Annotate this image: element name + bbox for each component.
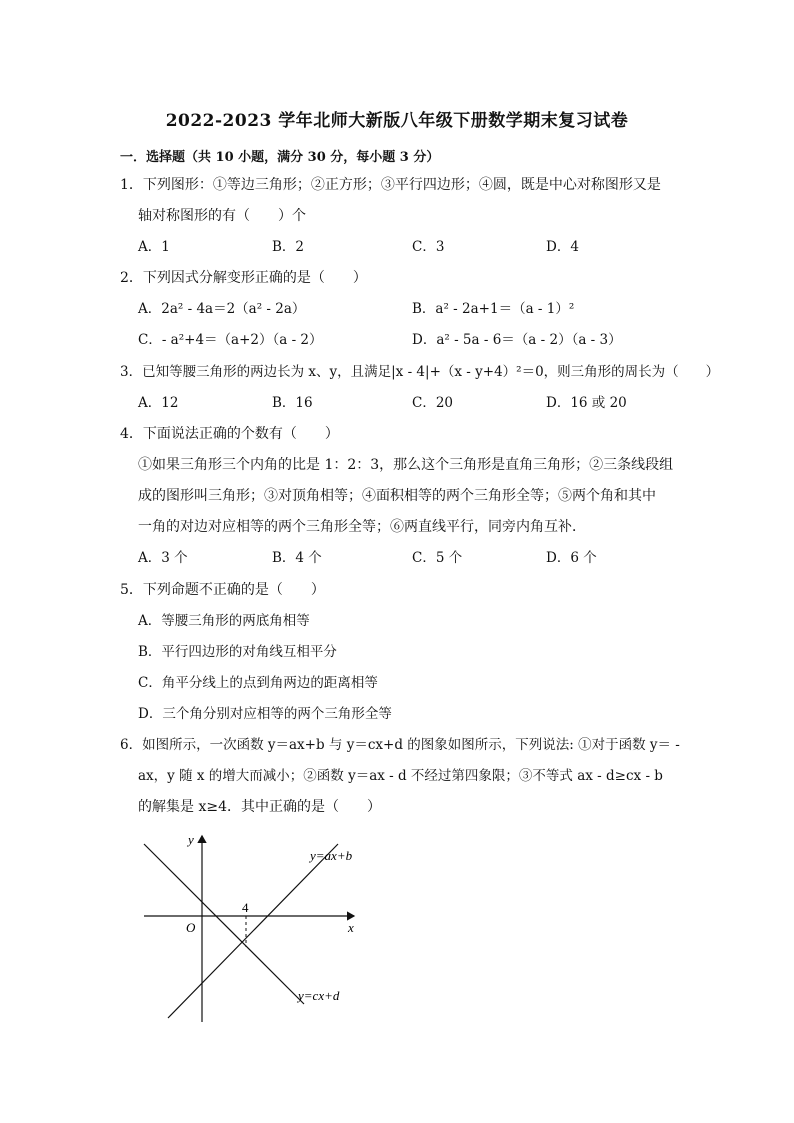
x-axis-label: x — [348, 920, 354, 935]
page-title: 2022-2023 学年北师大新版八年级下册数学期末复习试卷 — [165, 111, 629, 131]
q4-option-c: C．5 个 — [412, 550, 463, 566]
function-graph — [138, 828, 368, 1024]
origin-label: O — [186, 920, 196, 935]
q4-option-d: D．6 个 — [546, 550, 597, 566]
q4-body-line3: 一角的对边对应相等的两个三角形全等；⑥两直线平行，同旁内角互补． — [138, 519, 586, 535]
q3-stem: 3．已知等腰三角形的两边长为 x、y，且满足|x - 4|+（x - y+4）²＝0，则三角形的周长为（ ） — [120, 364, 720, 380]
q4-option-a: A．3 个 — [138, 550, 188, 566]
q1-option-c: C．3 — [412, 239, 445, 255]
line1-label: y=ax+b — [310, 848, 353, 863]
y-axis-label: y — [188, 832, 194, 847]
section-heading: 一．选择题（共 10 小题，满分 30 分，每小题 3 分） — [120, 150, 440, 165]
q4-stem: 4．下面说法正确的个数有（ ） — [120, 426, 339, 442]
q6-stem-line1: 6．如图所示，一次函数 y＝ax+b 与 y＝cx+d 的图象如图所示，下列说法: ①对于函数 y＝ - — [120, 737, 680, 753]
q2-option-a: A．2a² - 4a＝2（a² - 2a） — [138, 301, 306, 317]
line-cx-plus-d — [144, 844, 304, 1004]
q5-option-b: B．平行四边形的对角线互相平分 — [138, 644, 337, 660]
line2-label: y=cx+d — [298, 988, 340, 1003]
q2-option-b: B．a² - 2a+1＝（a - 1）² — [412, 301, 575, 317]
q6-stem-line3: 的解集是 x≥4．其中正确的是（ ） — [138, 799, 381, 815]
q3-option-d: D．16 或 20 — [546, 395, 627, 411]
q5-option-d: D．三个角分别对应相等的两个三角形全等 — [138, 706, 392, 722]
q4-body-line2: 成的图形叫三角形；③对顶角相等；④面积相等的两个三角形全等；⑤两个角和其中 — [138, 488, 656, 504]
q4-option-b: B．4 个 — [272, 550, 322, 566]
q1-option-d: D．4 — [546, 239, 579, 255]
q4-body-line1: ①如果三角形三个内角的比是 1：2：3，那么这个三角形是直角三角形；②三条线段组 — [138, 457, 674, 473]
q6-stem-line2: ax，y 随 x 的增大而减小；②函数 y＝ax - d 不经过第四象限；③不等式 ax - d≥cx - b — [138, 768, 663, 784]
q1-stem-line2: 轴对称图形的有（ ）个 — [138, 208, 306, 224]
q1-option-a: A．1 — [138, 239, 170, 255]
q5-option-c: C．角平分线上的点到角两边的距离相等 — [138, 675, 378, 691]
q3-option-c: C．20 — [412, 395, 454, 411]
q1-stem-line1: 1．下列图形：①等边三角形；②正方形；③平行四边形；④圆，既是中心对称图形又是 — [120, 177, 661, 193]
q2-option-d: D．a² - 5a - 6＝（a - 2）（a - 3） — [412, 332, 622, 348]
q3-option-a: A．12 — [138, 395, 179, 411]
q5-option-a: A．等腰三角形的两底角相等 — [138, 613, 310, 629]
q1-option-b: B．2 — [272, 239, 305, 255]
q5-stem: 5．下列命题不正确的是（ ） — [120, 582, 325, 598]
q3-option-b: B．16 — [272, 395, 313, 411]
q2-option-c: C．- a²+4＝（a+2）（a - 2） — [138, 332, 323, 348]
tick-4-label: 4 — [242, 900, 249, 915]
q2-stem: 2．下列因式分解变形正确的是（ ） — [120, 270, 367, 286]
